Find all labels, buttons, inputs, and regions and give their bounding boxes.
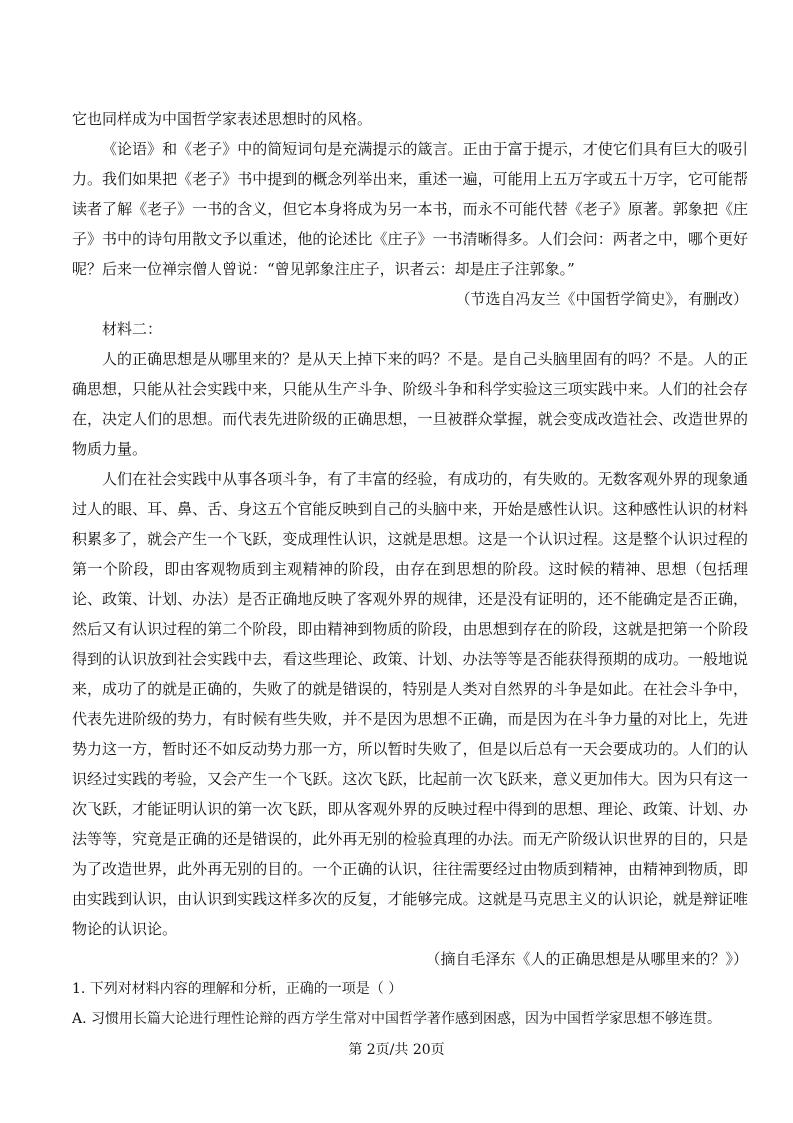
paragraph-continuation: 它也同样成为中国哲学家表述思想时的风格。 bbox=[72, 110, 373, 128]
source-citation-1: （节选自冯友兰《中国哲学简史》，有删改） bbox=[455, 290, 748, 308]
paragraph-lunyu-laozi: 《论语》和《老子》中的简短词句是充满提示的箴言。正由于富于提示，才使它们具有巨大的吸引力。我们如果把《老子》书中提到的概念列举出来，重述一遍，可能用上五万字或五十万字，它可能帮读者了解《老子》一书的含义，但它本身将成为另一本书，而永不可能代替《老子》原著。郭象把《庄子》书中的诗句用散文予以重述，他的论述比《庄子》一书清晰得多。人们会问：两者之中，哪个更好呢？后来一位禅宗僧人曾说：“曾见郭象注庄子，识者云：却是庄子注郭象。” bbox=[72, 140, 748, 278]
material-two-label: 材料二： bbox=[102, 320, 163, 338]
document-body bbox=[72, 104, 748, 1034]
question-1-stem: 1. 下列对材料内容的理解和分析，正确的一项是（ ） bbox=[72, 981, 403, 997]
source-citation-2: （摘自毛泽东《人的正确思想是从哪里来的？》） bbox=[425, 950, 748, 968]
question-1-option-a: A. 习惯用长篇大论进行理性论辩的西方学生常对中国哲学著作感到困惑，因为中国哲学家思想不够连贯。 bbox=[72, 1011, 722, 1027]
paragraph-correct-thought: 人的正确思想是从哪里来的？是从天上掉下来的吗？不是。是自己头脑里固有的吗？不是。人的正确思想，只能从社会实践中来，只能从生产斗争、阶级斗争和科学实验这三项实践中来。人们的社会存在，决定人们的思想。而代表先进阶级的正确思想，一旦被群众掌握，就会变成改造社会、改造世界的物质力量。 bbox=[72, 350, 748, 458]
page-footer: 第 2页/共 20页 bbox=[348, 1042, 445, 1058]
paragraph-social-practice: 人们在社会实践中从事各项斗争，有了丰富的经验，有成功的，有失败的。无数客观外界的现象通过人的眼、耳、鼻、舌、身这五个官能反映到自己的头脑中来，开始是感性认识。这种感性认识的材料积累多了，就会产生一个飞跃，变成理性认识，这就是思想。这是一个认识过程。这是整个认识过程的第一个阶段，即由客观物质到主观精神的阶段，由存在到思想的阶段。这时候的精神、思想（包括理论、政策、计划、办法）是否正确地反映了客观外界的规律，还是没有证明的，还不能确定是否正确，然后又有认识过程的第二个阶段，即由精神到物质的阶段，由思想到存在的阶段，这就是把第一个阶段得到的认识放到社会实践中去，看这些理论、政策、计划、办法等等是否能获得预期的成功。一般地说来，成功了的就是正确的，失败了的就是错误的，特别是人类对自然界的斗争是如此。在社会斗争中，代表先进阶级的势力，有时候有些失败，并不是因为思想不正确，而是因为在斗争力量的对比上，先进势力这一方，暂时还不如反动势力那一方，所以暂时失败了，但是以后总有一天会要成功的。人们的认识经过实践的考验，又会产生一个飞跃。这次飞跃，比起前一次飞跃来，意义更加伟大。因为只有这一次飞跃，才能证明认识的第一次飞跃，即从客观外界的反映过程中得到的思想、理论、政策、计划、办法等等，究竟是正确的还是错误的，此外再无别的检验真理的办法。而无产阶级认识世界的目的，只是为了改造世界，此外再无别的目的。一个正确的认识，往往需要经过由物质到精神，由精神到物质，即由实践到认识，由认识到实践这样多次的反复，才能够完成。这就是马克思主义的认识论，就是辩证唯物论的认识论。 bbox=[72, 470, 748, 938]
